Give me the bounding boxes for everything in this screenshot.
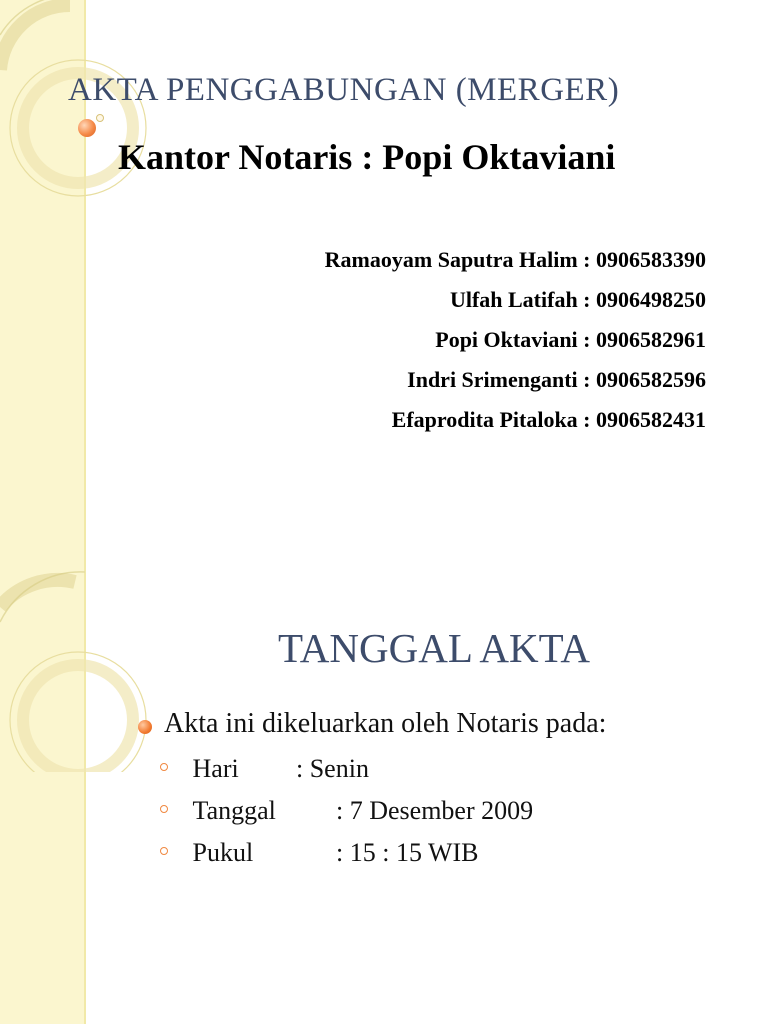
slide-title: TANGGAL AKTA xyxy=(278,625,590,671)
detail-list xyxy=(160,752,534,878)
list-item xyxy=(160,752,369,794)
item-value: : 15 : 15 WIB xyxy=(336,838,479,867)
item-label: Tanggal xyxy=(192,796,276,825)
list-item: Popi Oktaviani : 0906582961 xyxy=(435,327,706,352)
ring-bullet-icon xyxy=(160,847,168,855)
item-label: Hari xyxy=(192,754,239,783)
orange-dot-icon xyxy=(78,119,96,137)
slide-subtitle: Kantor Notaris : Popi Oktaviani xyxy=(118,137,616,177)
list-item: Ramaoyam Saputra Halim : 0906583390 xyxy=(324,247,706,272)
slide-title: AKTA PENGGABUNGAN (MERGER) xyxy=(68,72,620,108)
item-label: Pukul xyxy=(192,838,254,867)
slide-2 xyxy=(0,512,768,1024)
member-list xyxy=(325,245,706,445)
bullet-item xyxy=(138,708,606,740)
ring-bullet-icon xyxy=(160,763,168,771)
bullet-text: Akta ini dikeluarkan oleh Notaris pada: xyxy=(164,708,607,739)
list-item xyxy=(160,794,534,836)
small-ring-icon xyxy=(96,114,104,122)
list-item: Ulfah Latifah : 0906498250 xyxy=(449,287,706,312)
list-item: Efaprodita Pitaloka : 0906582431 xyxy=(391,407,706,432)
list-item xyxy=(160,836,479,878)
bullet-dot-icon xyxy=(138,720,152,734)
ring-bullet-icon xyxy=(160,805,168,813)
item-value: : Senin xyxy=(296,754,369,783)
list-item: Indri Srimenganti : 0906582596 xyxy=(407,367,706,392)
item-value: : 7 Desember 2009 xyxy=(336,796,534,825)
